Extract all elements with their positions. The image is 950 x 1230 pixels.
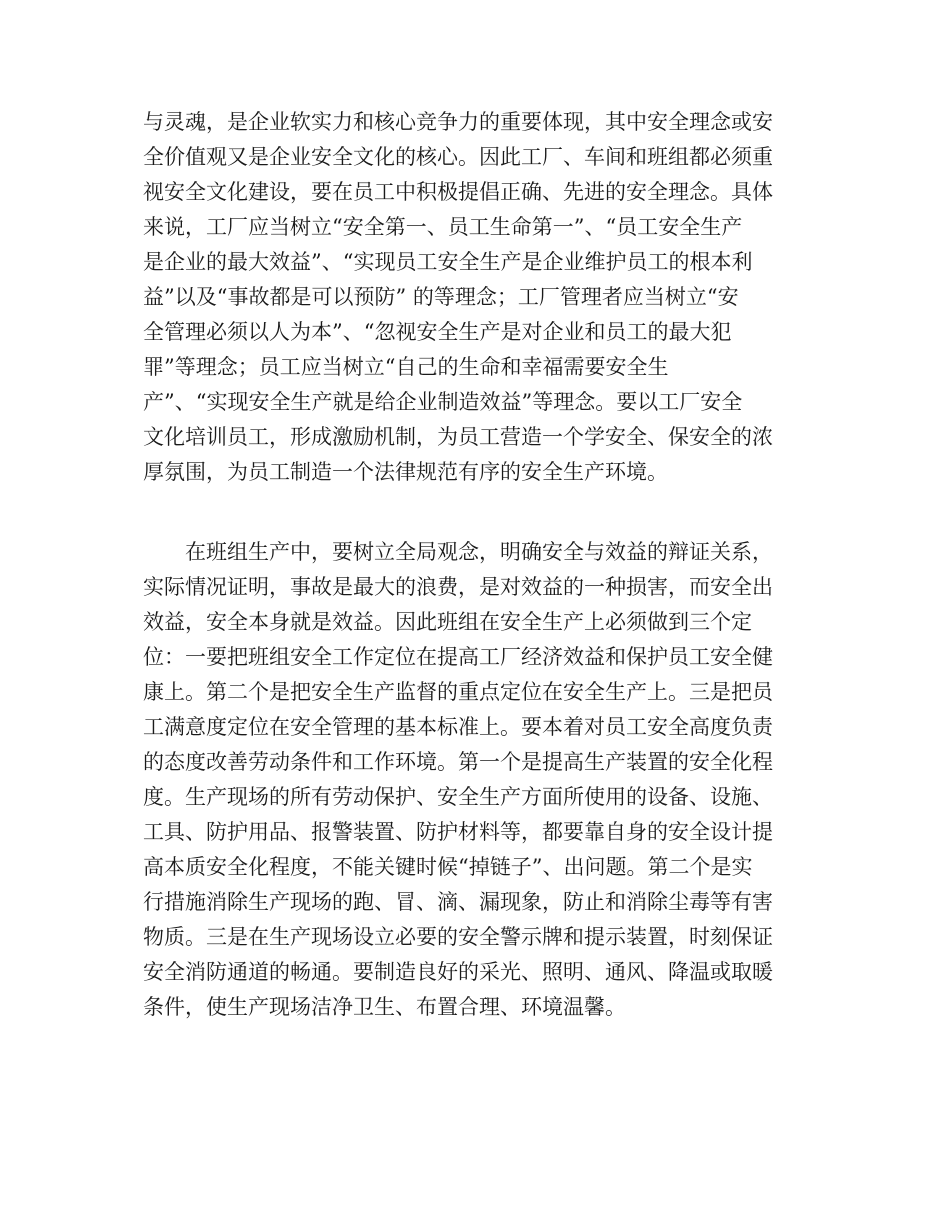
text-line: 产”、“实现安全生产就是给企业制造效益”等理念。要以工厂安全	[143, 390, 743, 414]
text-line: 全管理必须以人为本”、“忽视安全生产是对企业和员工的最大犯	[143, 320, 732, 344]
text-line: 位：一要把班组安全工作定位在提高工厂经济效益和保护员工安全健	[143, 645, 773, 669]
text-line: 物质。三是在生产现场设立必要的安全警示牌和提示装置，时刻保证	[143, 925, 773, 949]
text-line: 与灵魂，是企业软实力和核心竞争力的重要体现，其中安全理念或安	[143, 110, 773, 134]
text-line: 安全消防通道的畅通。要制造良好的采光、照明、通风、降温或取暖	[143, 960, 773, 984]
text-line: 高本质安全化程度，不能关键时候“掉链子”、出问题。第二个是实	[143, 855, 753, 879]
text-line: 工满意度定位在安全管理的基本标准上。要本着对员工安全高度负责	[143, 715, 773, 739]
text-line: 文化培训员工，形成激励机制，为员工营造一个学安全、保安全的浓	[143, 425, 773, 449]
text-line: 效益，安全本身就是效益。因此班组在安全生产上必须做到三个定	[143, 610, 752, 634]
text-line: 工具、防护用品、报警装置、防护材料等，都要靠自身的安全设计提	[143, 820, 773, 844]
paragraph-safety-culture	[143, 105, 808, 490]
text-line: 视安全文化建设，要在员工中积极提倡正确、先进的安全理念。具体	[143, 180, 773, 204]
text-line: 全价值观又是企业安全文化的核心。因此工厂、车间和班组都必须重	[143, 145, 773, 169]
text-line: 的态度改善劳动条件和工作环境。第一个是提高生产装置的安全化程	[143, 750, 773, 774]
text-line: 益”以及“事故都是可以预防” 的等理念；工厂管理者应当树立“安	[143, 285, 739, 309]
paragraph-team-production	[143, 535, 808, 1025]
text-line: 是企业的最大效益”、“实现员工安全生产是企业维护员工的根本利	[143, 250, 753, 274]
text-line: 在班组生产中，要树立全局观念，明确安全与效益的辩证关系，	[143, 540, 773, 564]
text-line: 度。生产现场的所有劳动保护、安全生产方面所使用的设备、设施、	[143, 785, 773, 809]
text-line: 实际情况证明，事故是最大的浪费，是对效益的一种损害，而安全出	[143, 575, 773, 599]
text-line: 康上。第二个是把安全生产监督的重点定位在安全生产上。三是把员	[143, 680, 773, 704]
text-line: 条件，使生产现场洁净卫生、布置合理、环境温馨。	[143, 995, 626, 1019]
text-line: 行措施消除生产现场的跑、冒、滴、漏现象，防止和消除尘毒等有害	[143, 890, 773, 914]
text-line: 来说，工厂应当树立“安全第一、员工生命第一”、“员工安全生产	[143, 215, 743, 239]
text-line: 厚氛围，为员工制造一个法律规范有序的安全生产环境。	[143, 460, 668, 484]
text-line: 罪”等理念；员工应当树立“自己的生命和幸福需要安全生	[143, 355, 669, 379]
